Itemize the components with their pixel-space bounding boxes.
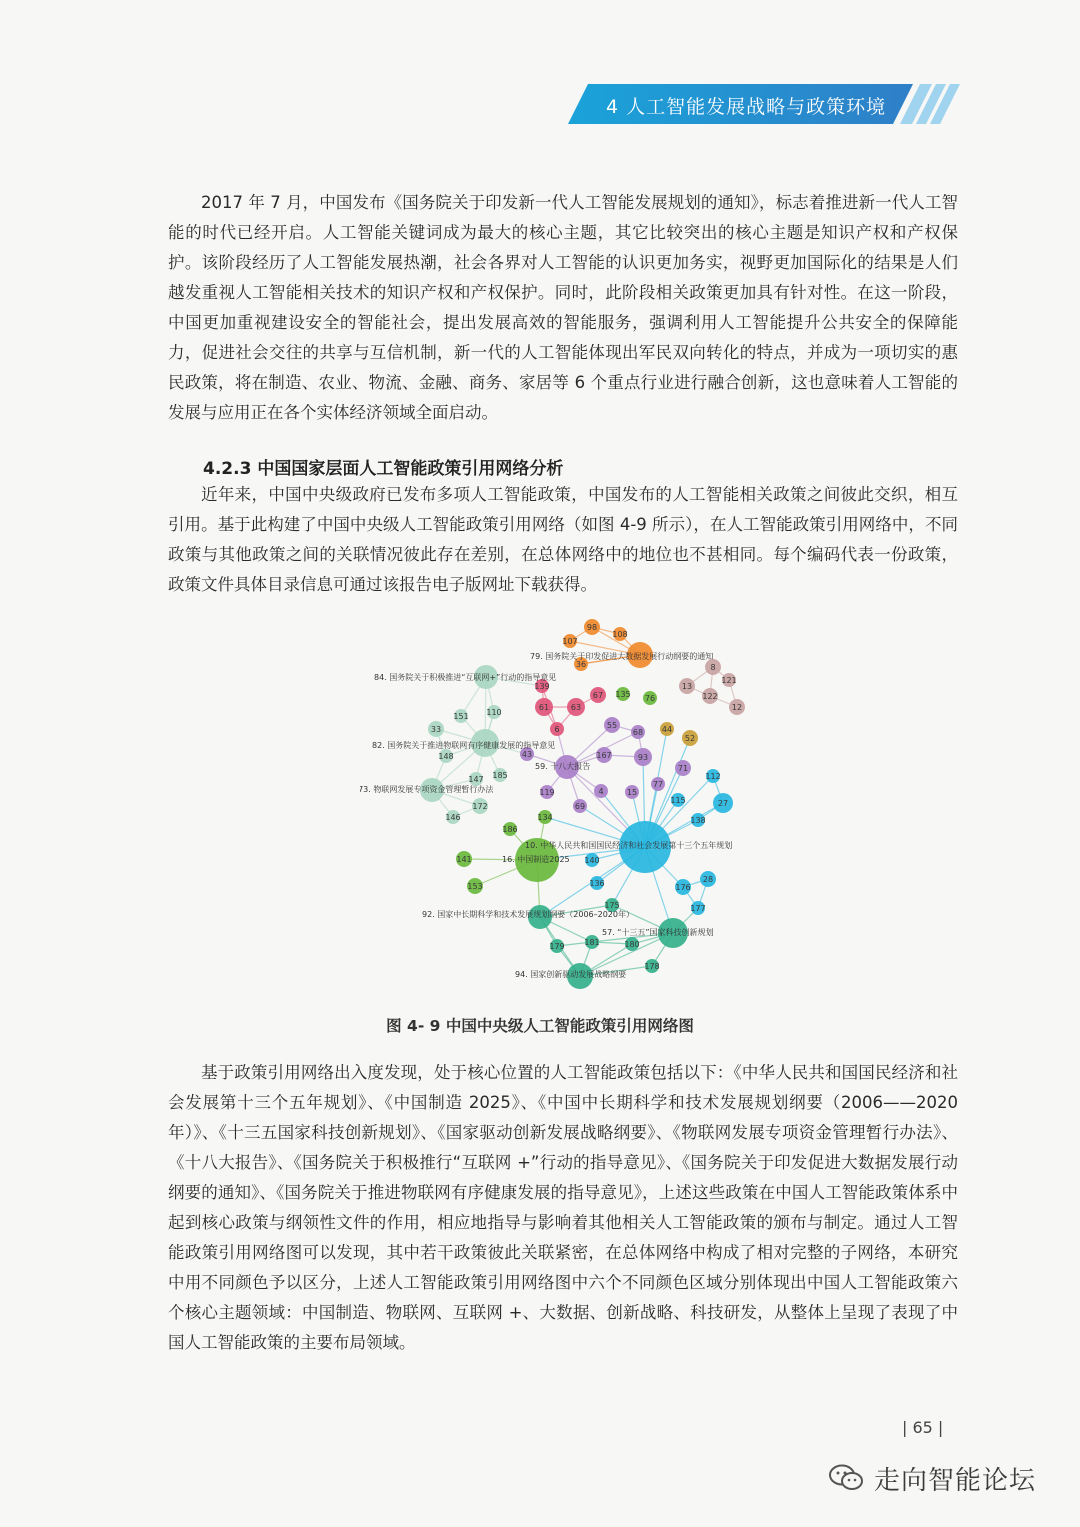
node-label-n107: 107 xyxy=(562,637,578,646)
body-paragraph-3: 基于政策引用网络出入度发现，处于核心位置的人工智能政策包括以下：《中华人民共和国国民经济和社会发展第十三个五年规划》、《中国制造 2025》、《中国中长期科学和技术发展规划纲要（2006——2020 年）》、《十三五国家科技创新规划》、《国家驱动创新发展战略纲要》、《物联网发展专项资金管理暂行办法》、《十八大报告》、《国务院关于积极推行“互联网 +”行动的指导意见》、《国务院关于印发促进大数据发展行动纲要的通知》、《国务院关于推进物联网有序健康发展的指导意见》，上述这些政策在中国人工智能政策体系中起到核心政策与纲领性文件的作用，相应地指导与影响着其他相关人工智能政策的颁布与制定。通过人工智能政策引用网络图可以发现，其中若干政策彼此关联紧密，在总体网络中构成了相对完整的子网络，本研究中用不同颜色予以区分，上述人工智能政策引用网络图中六个不同颜色区域分别体现出中国人工智能政策六个核心主题领域：中国制造、物联网、互联网 +、大数据、创新战略、科技研发，从整体上呈现了表现了中国人工智能政策的主要布局领域。 xyxy=(168,1063,958,1352)
node-label-n67: 67 xyxy=(592,691,604,700)
node-label-n185: 185 xyxy=(492,771,508,780)
node-label-n136: 136 xyxy=(589,879,605,888)
policy-label-84: 84. 国务院关于积极推进“互联网+”行动的指导意见 xyxy=(374,673,557,682)
policy-label-94: 94. 国家创新驱动发展战略纲要 xyxy=(515,970,627,979)
policy-label-82: 82. 国务院关于推进物联网有序健康发展的指导意见 xyxy=(372,741,556,750)
node-label-n177: 177 xyxy=(690,904,706,913)
node-label-n44: 44 xyxy=(661,725,673,734)
figure-caption: 图 4- 9 中国中央级人工智能政策引用网络图 xyxy=(386,1017,694,1035)
node-label-n77: 77 xyxy=(652,780,664,789)
node-label-n153: 153 xyxy=(467,882,483,891)
node-label-n119: 119 xyxy=(539,788,555,797)
node-label-n138: 138 xyxy=(690,816,706,825)
node-label-n139: 139 xyxy=(534,682,550,691)
node-label-n151: 151 xyxy=(453,712,469,721)
node-label-n36: 36 xyxy=(575,660,587,669)
node-label-n181: 181 xyxy=(584,938,600,947)
node-label-n186: 186 xyxy=(502,825,518,834)
node-label-n27: 27 xyxy=(717,799,729,808)
policy-label-92: 92. 国家中长期科学和技术发展规划纲要（2006–2020年） xyxy=(422,910,634,919)
node-label-n180: 180 xyxy=(624,940,640,949)
node-label-n175: 175 xyxy=(604,901,620,910)
node-label-n33: 33 xyxy=(430,725,442,734)
body-paragraph-2: 近年来，中国中央级政府已发布多项人工智能政策，中国发布的人工智能相关政策之间彼此交织，相互引用。基于此构建了中国中央级人工智能政策引用网络（如图 4-9 所示），在人工智能政策引用网络中，不同政策与其他政策之间的关联情况彼此存在差别，在总体网络中的地位也不甚相同。每个编码代表一份政策，政策文件具体目录信息可通过该报告电子版网址下载获得。 xyxy=(168,485,958,594)
citation-network-graph xyxy=(360,612,800,1002)
node-label-n69: 69 xyxy=(574,802,586,811)
node-label-n6: 6 xyxy=(554,725,560,734)
citation-network-figure xyxy=(360,612,800,1002)
policy-label-10: 10. 中华人民共和国国民经济和社会发展第十三个五年规划 xyxy=(525,841,733,850)
node-label-n63: 63 xyxy=(570,703,582,712)
node-label-n43: 43 xyxy=(521,750,533,759)
policy-label-57: 57. “十三五”国家科技创新规划 xyxy=(602,928,714,937)
node-label-n176: 176 xyxy=(675,883,691,892)
chapter-title: 4 人工智能发展战略与政策环境 xyxy=(606,96,887,118)
node-label-n55: 55 xyxy=(606,721,618,730)
node-label-n93: 93 xyxy=(637,753,649,762)
node-label-n140: 140 xyxy=(584,856,600,865)
policy-label-16: 16. 中国制造2025 xyxy=(502,855,570,864)
node-label-n172: 172 xyxy=(472,802,488,811)
node-label-n13: 13 xyxy=(681,682,693,691)
node-label-n148: 148 xyxy=(438,752,454,761)
chapter-banner xyxy=(568,84,968,124)
node-label-n12: 12 xyxy=(731,703,743,712)
node-label-n147: 147 xyxy=(468,775,484,784)
policy-label-59: 59. 十八大报告 xyxy=(535,762,591,771)
page-number: | 65 | xyxy=(902,1418,944,1437)
section-heading: 4.2.3 中国国家层面人工智能政策引用网络分析 xyxy=(203,459,564,479)
wechat-icon xyxy=(828,1463,866,1493)
body-paragraph-1: 2017 年 7 月，中国发布《国务院关于印发新一代人工智能发展规划的通知》，标志着推进新一代人工智能的时代已经开启。人工智能关键词成为最大的核心主题，其它比较突出的核心主题是知识产权和产权保护。该阶段经历了人工智能发展热潮，社会各界对人工智能的认识更加务实，视野更加国际化的结果是人们越发重视人工智能相关技术的知识产权和产权保护。同时，此阶段相关政策更加具有针对性。在这一阶段，中国更加重视建设安全的智能社会，提出发展高效的智能服务，强调利用人工智能提升公共安全的保障能力，促进社会交往的共享与互信机制，新一代的人工智能体现出军民双向转化的特点，并成为一项切实的惠民政策，将在制造、农业、物流、金融、商务、家居等 6 个重点行业进行融合创新，这也意味着人工智能的发展与应用正在各个实体经济领域全面启动。 xyxy=(168,193,958,422)
watermark-text: 走向智能论坛 xyxy=(874,1465,1037,1496)
node-label-n115: 115 xyxy=(670,796,686,805)
policy-label-79: 79. 国务院关于印发促进大数据发展行动纲要的通知 xyxy=(530,652,714,661)
node-label-n179: 179 xyxy=(549,942,565,951)
node-label-n8: 8 xyxy=(710,663,716,672)
node-label-n108: 108 xyxy=(612,630,628,639)
wechat-watermark xyxy=(828,1458,1036,1498)
node-label-n28: 28 xyxy=(702,875,714,884)
node-label-n178: 178 xyxy=(644,962,660,971)
node-label-n4: 4 xyxy=(598,787,604,796)
node-label-n141: 141 xyxy=(456,855,472,864)
node-label-n121: 121 xyxy=(721,676,737,685)
node-label-n15: 15 xyxy=(626,788,638,797)
node-label-n71: 71 xyxy=(677,764,689,773)
node-label-n68: 68 xyxy=(632,728,644,737)
node-label-n110: 110 xyxy=(486,708,502,717)
node-label-n134: 134 xyxy=(537,813,553,822)
node-label-n167: 167 xyxy=(596,751,612,760)
node-label-n112: 112 xyxy=(705,772,721,781)
node-label-n52: 52 xyxy=(684,734,696,743)
node-label-n122: 122 xyxy=(702,692,718,701)
policy-label-173: 173. 物联网发展专项资金管理暂行办法 xyxy=(360,785,494,794)
node-label-n135: 135 xyxy=(615,690,631,699)
node-label-n146: 146 xyxy=(445,813,461,822)
node-label-n61: 61 xyxy=(538,703,550,712)
node-label-n98: 98 xyxy=(586,623,598,632)
node-label-n76: 76 xyxy=(644,694,656,703)
